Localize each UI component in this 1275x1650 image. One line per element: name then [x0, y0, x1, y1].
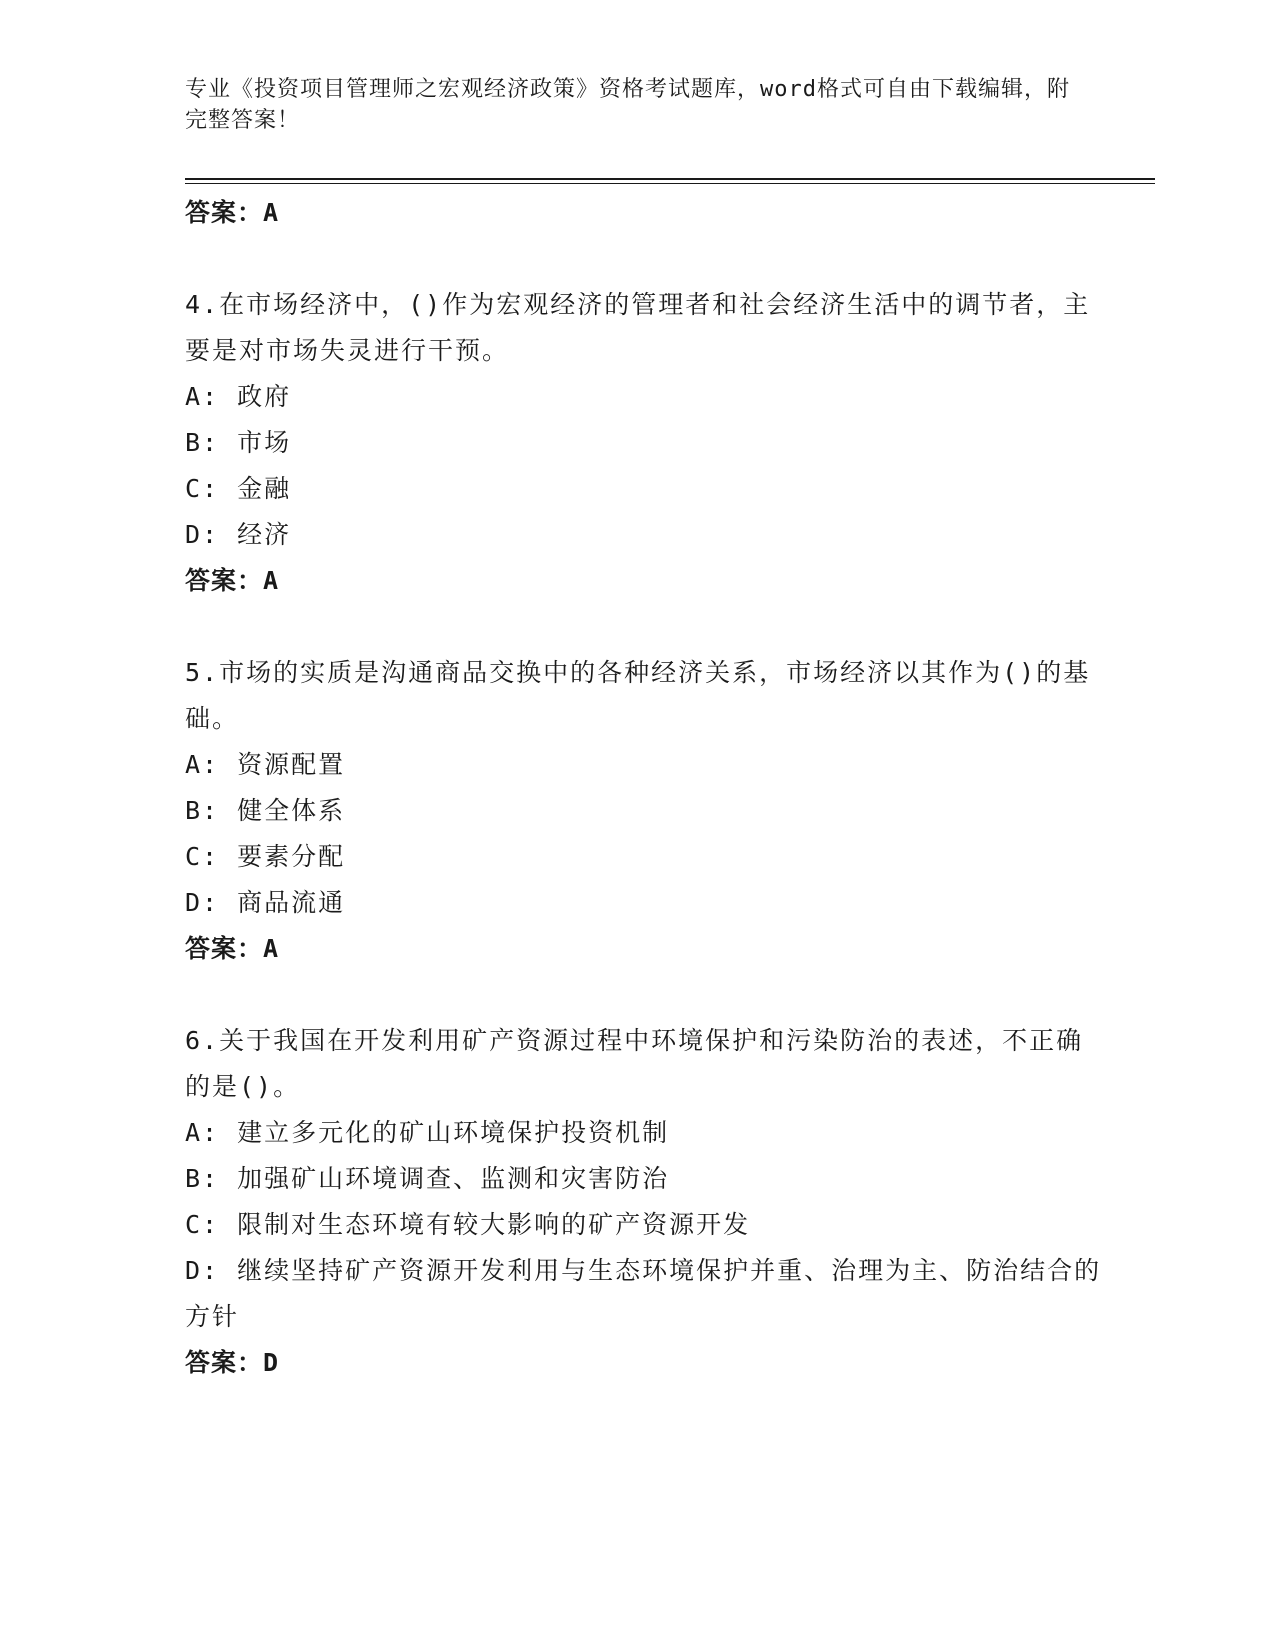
option-letter: C: — [185, 842, 220, 871]
answer-line — [185, 926, 1105, 972]
header-rule-thin — [185, 183, 1155, 184]
answer-label: 答案： — [185, 566, 264, 595]
option-letter: C: — [185, 1210, 220, 1239]
option-letter: A: — [185, 382, 220, 411]
option-letter: B: — [185, 1164, 220, 1193]
answer-line — [185, 1340, 1105, 1386]
answer-value: A — [263, 566, 280, 595]
option-letter: B: — [185, 428, 220, 457]
option-text: 加强矿山环境调查、监测和灾害防治 — [237, 1164, 670, 1193]
question-text: 6.关于我国在开发利用矿产资源过程中环境保护和污染防治的表述，不正确的是()。 — [185, 1026, 1084, 1101]
answer-value: A — [263, 934, 280, 963]
question-text: 4.在市场经济中，()作为宏观经济的管理者和社会经济生活中的调节者，主要是对市场失灵进行干预。 — [185, 290, 1091, 365]
option-d — [185, 880, 1105, 926]
option-c — [185, 466, 1105, 512]
question-text: 5.市场的实质是沟通商品交换中的各种经济关系，市场经济以其作为()的基础。 — [185, 658, 1091, 733]
option-text: 金融 — [237, 474, 292, 503]
option-text: 继续坚持矿产资源开发利用与生态环境保护并重、治理为主、防治结合的方针 — [185, 1256, 1102, 1331]
question-list — [185, 190, 1105, 1386]
answer-line — [185, 558, 1105, 604]
option-text: 资源配置 — [237, 750, 346, 779]
option-letter: A: — [185, 750, 220, 779]
option-letter: B: — [185, 796, 220, 825]
option-text: 政府 — [237, 382, 292, 411]
option-b — [185, 788, 1105, 834]
option-letter: C: — [185, 474, 220, 503]
header-rule — [185, 178, 1155, 180]
answer-value: A — [263, 198, 280, 227]
option-c — [185, 1202, 1105, 1248]
answer-label: 答案： — [185, 1348, 264, 1377]
option-text: 限制对生态环境有较大影响的矿产资源开发 — [237, 1210, 751, 1239]
option-text: 健全体系 — [237, 796, 346, 825]
option-d — [185, 1248, 1105, 1340]
option-b — [185, 1156, 1105, 1202]
page-header: 专业《投资项目管理师之宏观经济政策》资格考试题库，word格式可自由下载编辑，附完整答案！ — [185, 77, 1070, 133]
option-letter: D: — [185, 1256, 220, 1285]
option-text: 商品流通 — [237, 888, 346, 917]
answer-label: 答案： — [185, 198, 264, 227]
option-letter: D: — [185, 888, 220, 917]
option-b — [185, 420, 1105, 466]
answer-line — [185, 190, 1105, 236]
option-d — [185, 512, 1105, 558]
option-text: 经济 — [237, 520, 292, 549]
answer-value: D — [263, 1348, 280, 1377]
option-text: 要素分配 — [237, 842, 346, 871]
option-a — [185, 1110, 1105, 1156]
option-text: 市场 — [237, 428, 292, 457]
option-text: 建立多元化的矿山环境保护投资机制 — [237, 1118, 670, 1147]
option-c — [185, 834, 1105, 880]
option-letter: D: — [185, 520, 220, 549]
answer-label: 答案： — [185, 934, 264, 963]
option-a — [185, 742, 1105, 788]
option-letter: A: — [185, 1118, 220, 1147]
option-a — [185, 374, 1105, 420]
